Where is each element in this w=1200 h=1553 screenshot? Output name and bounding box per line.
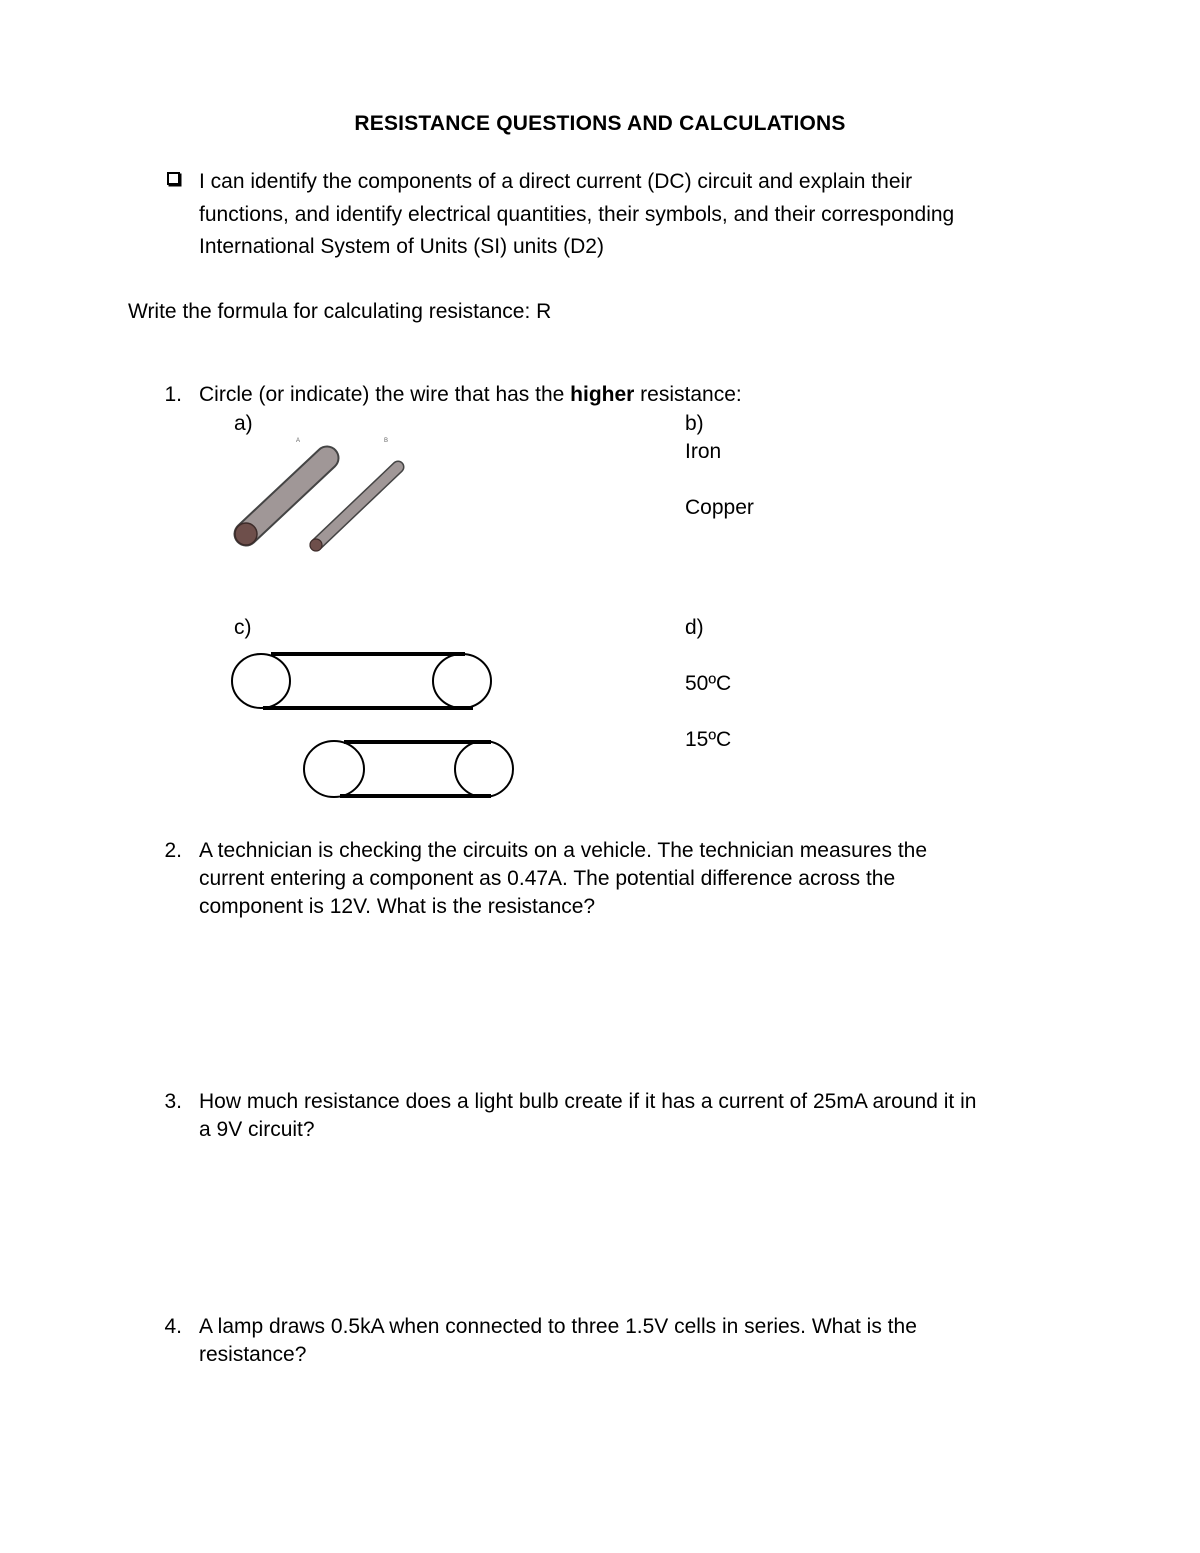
wire-a-marker: A [296,438,301,444]
question-4-text [199,1313,1099,1369]
learning-objective [199,166,1079,264]
objective-line: I can identify the components of a direct current (DC) circuit and explain their [199,170,913,193]
question-line: a 9V circuit? [199,1118,315,1141]
question-3-text [199,1088,1099,1144]
question-line: current entering a component as 0.47A. The potential difference across the [199,867,896,890]
part-c-label: c) [234,616,252,639]
wire-b-marker: B [384,438,389,444]
formula-prompt: Write the formula for calculating resistance: R [128,300,552,323]
thin-wire[interactable] [310,467,398,551]
question-line: A technician is checking the circuits on a vehicle. The technician measures the [199,839,928,862]
short-wire[interactable] [304,741,513,797]
question-1-text-start: Circle (or indicate) the wire that has the [199,383,571,406]
question-1-text-end: resistance: [634,383,742,406]
question-number: 4. [164,1315,182,1338]
option-15-degrees: 15ºC [685,728,732,751]
part-d-label: d) [685,616,704,639]
question-1-text [199,381,742,409]
long-wire[interactable] [232,654,491,708]
question-number: 3. [164,1090,182,1113]
wire-length-illustration [225,645,525,805]
part-a-label: a) [234,412,253,435]
page-title: RESISTANCE QUESTIONS AND CALCULATIONS [354,112,846,135]
option-copper: Copper [685,496,754,519]
checkbox-icon[interactable] [167,172,180,185]
question-line: resistance? [199,1343,307,1366]
question-line: component is 12V. What is the resistance? [199,895,596,918]
objective-line: International System of Units (SI) units (D2) [199,235,604,258]
part-b-label: b) [685,412,704,435]
question-2-text [199,837,1099,921]
option-50-degrees: 50ºC [685,672,732,695]
question-line: How much resistance does a light bulb create if it has a current of 25mA around it in [199,1090,977,1113]
option-iron: Iron [685,440,722,463]
question-number: 2. [164,839,182,862]
question-number: 1. [164,383,182,406]
question-line: A lamp draws 0.5kA when connected to three 1.5V cells in series. What is the [199,1315,917,1338]
wire-thickness-illustration [220,430,420,560]
thick-wire[interactable] [235,458,327,545]
question-1-emphasis: higher [570,383,635,406]
objective-line: functions, and identify electrical quantities, their symbols, and their corresponding [199,202,955,226]
